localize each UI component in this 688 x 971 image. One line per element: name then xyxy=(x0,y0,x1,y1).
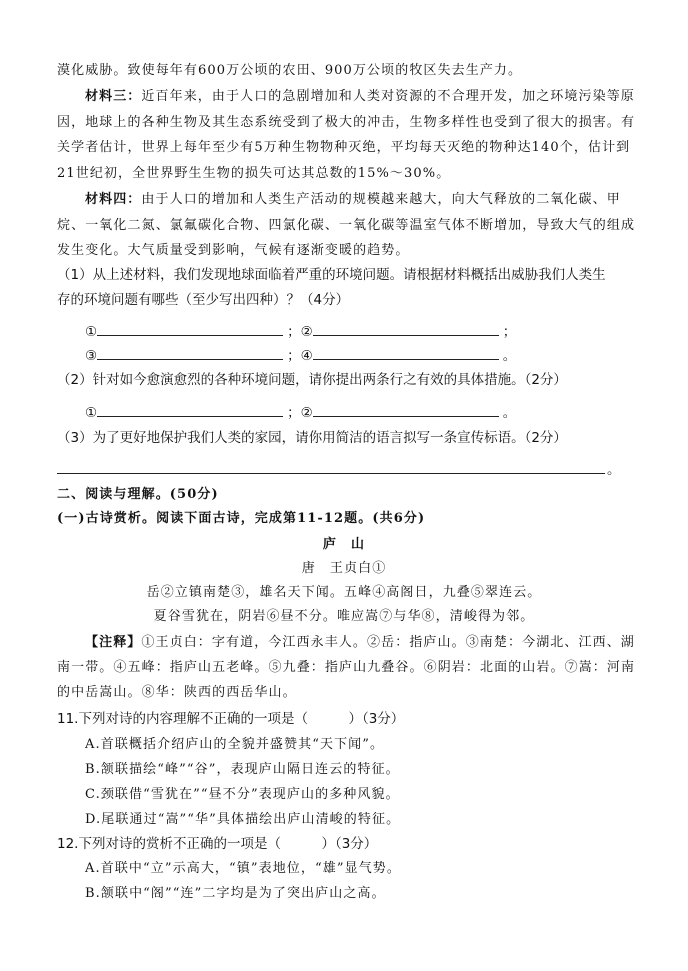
question-12-option-b[interactable]: B.颔联中“阁”“连”二字均是为了突出庐山之高。 xyxy=(85,886,386,901)
poem-author: 唐 王贞白① xyxy=(301,561,387,576)
answer-blank-2[interactable] xyxy=(313,322,499,336)
question-2: （2）针对如今愈演愈烈的各种环境问题，请你提出两条行之有效的具体措施。（2分） xyxy=(57,372,567,388)
material-3-label: 材料三： xyxy=(85,89,142,104)
material-4-text: 由于人口的增加和人类生产活动的规模越来越大，向大气释放的二氧化碳、甲 xyxy=(141,192,621,207)
answer-blank-1[interactable] xyxy=(97,322,283,336)
material-3-first-line xyxy=(85,89,635,105)
poem-line-2: 夏谷雪犹在，阴岩⑥昼不分。唯应嵩⑦与华⑧，清峻得为邻。 xyxy=(153,609,535,624)
material-4-label: 材料四： xyxy=(85,192,142,207)
separator: 。 xyxy=(607,462,621,478)
blank-marker-3: ③ xyxy=(85,348,98,364)
separator: 。 xyxy=(502,348,517,364)
answer-row-3 xyxy=(85,403,516,421)
separator: 。 xyxy=(502,405,517,421)
blank-marker-1: ① xyxy=(85,405,98,421)
annotation-text: ①王贞白：字有道，今江西永丰人。②岳：指庐山。③南楚：今湖北、江西、湖 xyxy=(141,635,635,650)
poem-title: 庐 山 xyxy=(322,537,366,552)
question-1-line-2: 存的环境问题有哪些（至少写出四种）？（4分） xyxy=(57,292,350,308)
question-11-option-a[interactable]: A.首联概括介绍庐山的全貌并盛赞其“天下闻”。 xyxy=(85,737,385,752)
question-12-option-a[interactable]: A.首联中“立”示高大，“镇”表地位，“雄”显气势。 xyxy=(85,861,401,876)
slogan-blank[interactable] xyxy=(57,460,605,474)
question-1-line-1: （1）从上述材料，我们发现地球面临着严重的环境问题。请根据材料概括出威胁我们人类生 xyxy=(57,267,606,283)
separator: ； xyxy=(287,324,301,340)
question-11-option-b[interactable]: B.颔联描绘“峰”“谷”，表现庐山隔日连云的特征。 xyxy=(85,762,400,777)
section-2-heading: 二、阅读与理解。(50分) xyxy=(57,487,219,502)
material-2-tail: 漠化威胁。致使每年有600万公顷的农田、900万公顷的牧区失去生产力。 xyxy=(57,63,523,78)
annotation-label: 【注释】 xyxy=(85,635,142,650)
question-11-option-d[interactable]: D.尾联通过“嵩”“华”具体描绘出庐山清峻的特征。 xyxy=(85,812,401,827)
separator: ； xyxy=(287,348,301,364)
answer-row-1 xyxy=(85,322,516,340)
material-3-text: 近百年来，由于人口的急剧增加和人类对资源的不合理开发，加之环境污染等原 xyxy=(141,89,635,104)
separator: ； xyxy=(502,324,517,340)
subsection-1-heading: (一)古诗赏析。阅读下面古诗，完成第11-12题。(共6分) xyxy=(57,511,426,526)
annotation-line-2: 南一带。④五峰：指庐山五老峰。⑤九叠：指庐山九叠谷。⑥阴岩：北面的山岩。⑦嵩：河南 xyxy=(57,660,636,675)
question-11: 11.下列对诗的内容理解不正确的一项是（ ）（3分） xyxy=(57,711,405,727)
material-4-line-3: 发生变化。大气质量受到影响，气候有逐渐变暖的趋势。 xyxy=(57,243,410,258)
answer-blank-4[interactable] xyxy=(313,346,499,360)
measure-blank-1[interactable] xyxy=(97,403,283,417)
question-3: （3）为了更好地保护我们人类的家园，请你用简洁的语言拟写一条宣传标语。（2分） xyxy=(57,430,567,446)
question-12: 12.下列对诗的赏析不正确的一项是（ ）（3分） xyxy=(57,836,378,852)
blank-marker-2: ② xyxy=(300,405,313,421)
answer-row-2 xyxy=(85,346,516,364)
poem-line-1: 岳②立镇南楚③，雄名天下闻。五峰④高阁日，九叠⑤翠连云。 xyxy=(146,585,542,600)
annotation-first-line xyxy=(85,635,635,651)
question-11-option-c[interactable]: C.颈联借“雪犹在”“昼不分”表现庐山的多种风貌。 xyxy=(85,787,400,802)
blank-marker-1: ① xyxy=(85,324,98,340)
blank-marker-2: ② xyxy=(300,324,313,340)
material-3-line-2: 因，地球上的各种生物及其生态系统受到了极大的冲击，生物多样性也受到了很大的损害。有 xyxy=(57,115,636,130)
measure-blank-2[interactable] xyxy=(313,403,499,417)
blank-marker-4: ④ xyxy=(300,348,313,364)
material-3-line-4: 21世纪初，全世界野生生物的损失可达其总数的15%～30%。 xyxy=(57,166,451,181)
material-4-first-line xyxy=(85,192,621,208)
answer-blank-3[interactable] xyxy=(97,346,283,360)
material-4-line-2: 烷、一氧化二氮、氯氟碳化合物、四氯化碳、一氧化碳等温室气体不断增加，导致大气的组成 xyxy=(57,218,636,233)
separator: ； xyxy=(287,405,301,421)
material-3-line-3: 关学者估计，世界上每年至少有5万种生物物种灭绝，平均每天灭绝的物种达140个，估计到 xyxy=(57,140,631,155)
slogan-answer-row xyxy=(57,460,621,478)
annotation-line-3: 的中岳嵩山。⑧华：陕西的西岳华山。 xyxy=(57,685,297,700)
